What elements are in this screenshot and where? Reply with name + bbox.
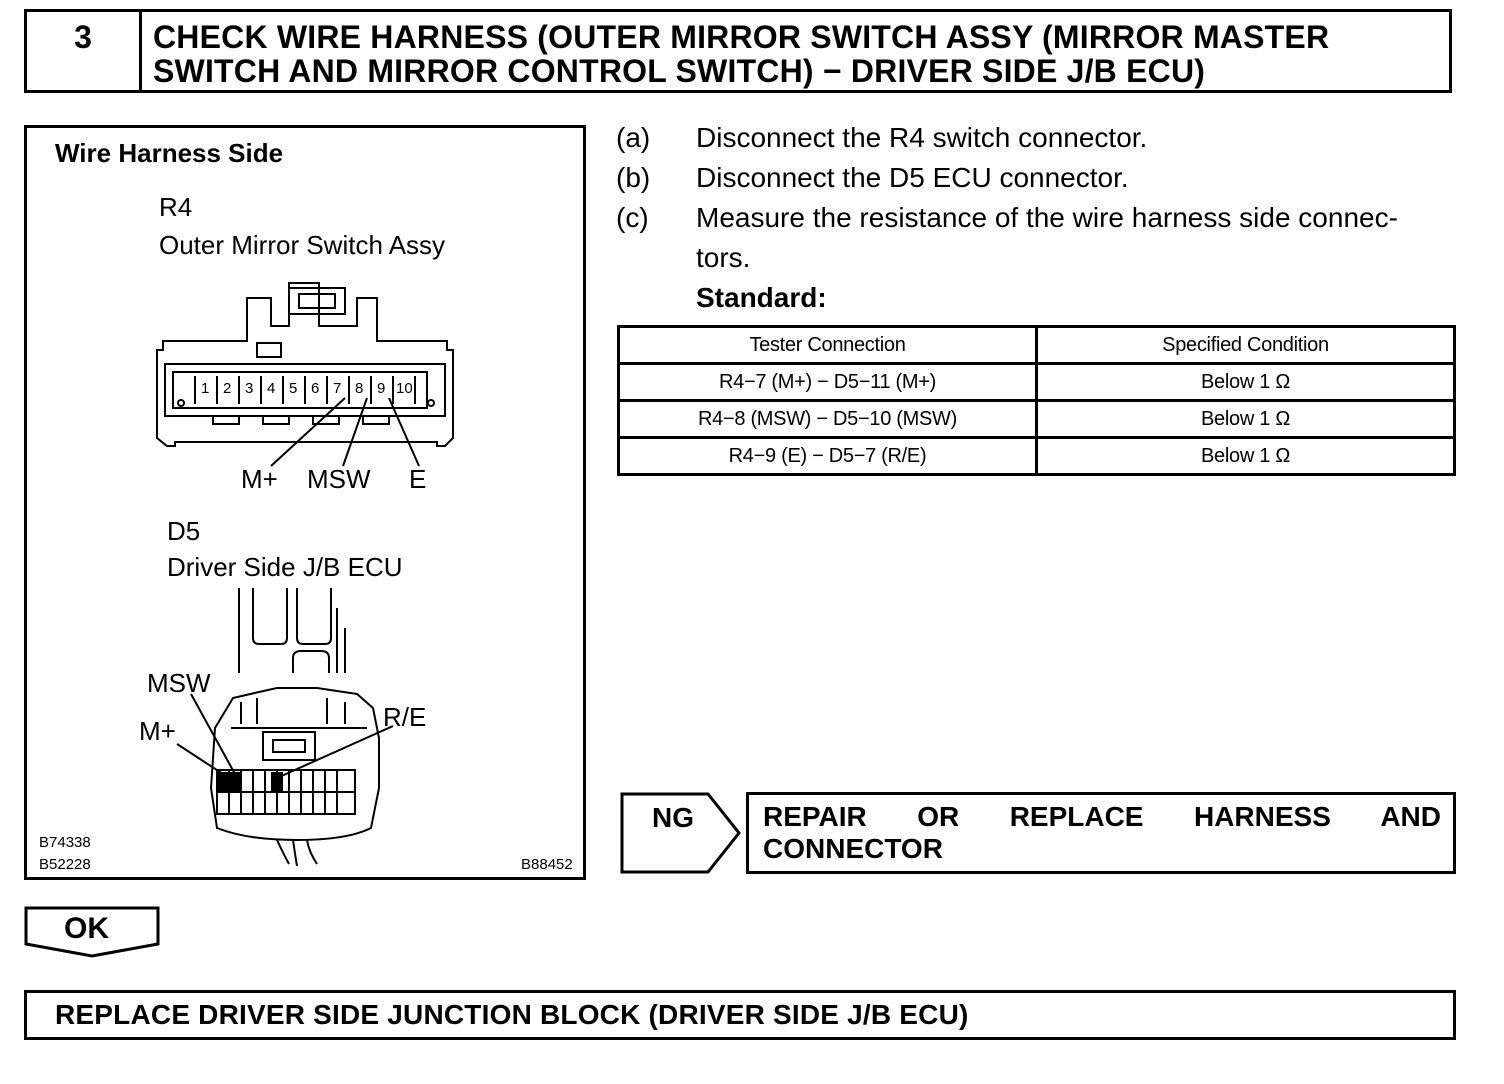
instruction-c-letter: (c) xyxy=(616,202,649,233)
d5-leader-m-plus xyxy=(177,744,223,774)
step-title: CHECK WIRE HARNESS (OUTER MIRROR SWITCH ASSY (MIRROR MASTER SWITCH AND MIRROR CONTROL SWITCH) − DRIVER SIDE J/B ECU) xyxy=(153,19,1330,89)
r4-pin-5: 5 xyxy=(289,380,298,397)
instruction-a-text: Disconnect the R4 switch connector. xyxy=(696,122,1148,153)
resistance-table xyxy=(617,325,1456,476)
final-action-text: REPLACE DRIVER SIDE JUNCTION BLOCK (DRIVER SIDE J/B ECU) xyxy=(55,999,969,1030)
ng-action-text: REPAIR OR REPLACE HARNESS AND CONNECTOR xyxy=(763,801,1441,864)
d5-code: D5 xyxy=(167,516,201,546)
instruction-b-letter: (b) xyxy=(616,162,651,193)
instruction-c-text: Measure the resistance of the wire harness side connec- xyxy=(696,202,1398,233)
figure-code-bottom: B52228 xyxy=(39,856,91,873)
table-row xyxy=(619,438,1455,475)
ng-action-box xyxy=(746,792,1456,874)
r4-pin-8: 8 xyxy=(355,380,364,397)
table-cell: R4−8 (MSW) − D5−10 (MSW) xyxy=(619,401,1037,438)
d5-terminal-re xyxy=(271,772,283,792)
instruction-c-text-continued: tors. xyxy=(696,242,751,273)
d5-terminal-m-plus xyxy=(217,772,229,792)
r4-pin-9: 9 xyxy=(377,380,386,397)
r4-pin-7: 7 xyxy=(333,380,342,397)
d5-name: Driver Side J/B ECU xyxy=(167,552,403,582)
table-row xyxy=(619,401,1455,438)
table-row xyxy=(619,364,1455,401)
d5-label-re: R/E xyxy=(383,702,427,732)
table-cell: Below 1 Ω xyxy=(1037,438,1455,475)
r4-latch xyxy=(289,288,345,314)
table-header-row xyxy=(619,327,1455,364)
step-header xyxy=(24,9,1452,93)
ok-label: OK xyxy=(64,912,109,945)
d5-label-m-plus: M+ xyxy=(139,716,176,746)
ng-label: NG xyxy=(652,802,694,833)
step-number: 3 xyxy=(27,12,142,90)
r4-pin-3: 3 xyxy=(245,380,254,397)
figure-code-top: B74338 xyxy=(39,834,91,851)
d5-label-msw: MSW xyxy=(147,668,211,698)
r4-pin-6: 6 xyxy=(311,380,320,397)
r4-label-e: E xyxy=(409,464,427,494)
table-header-tester-connection: Tester Connection xyxy=(619,327,1037,364)
table-header-specified-condition: Specified Condition xyxy=(1037,327,1455,364)
d5-terminal-msw xyxy=(229,772,241,792)
standard-label: Standard: xyxy=(696,282,827,313)
table-cell: Below 1 Ω xyxy=(1037,401,1455,438)
instruction-b-text: Disconnect the D5 ECU connector. xyxy=(696,162,1129,193)
wire-harness-figure xyxy=(24,125,586,880)
r4-label-m-plus: M+ xyxy=(241,464,278,494)
r4-label-msw: MSW xyxy=(307,464,371,494)
r4-pin-1: 1 xyxy=(201,380,210,397)
final-action-box xyxy=(24,990,1456,1040)
figure-code-right: B88452 xyxy=(521,856,573,873)
r4-pin-housing xyxy=(173,372,427,408)
r4-pin-4: 4 xyxy=(267,380,276,397)
table-cell: Below 1 Ω xyxy=(1037,364,1455,401)
r4-name: Outer Mirror Switch Assy xyxy=(159,230,446,260)
instruction-a-letter: (a) xyxy=(616,122,651,153)
d5-connector-outline xyxy=(211,688,379,840)
r4-pin-2: 2 xyxy=(223,380,232,397)
r4-code: R4 xyxy=(159,192,193,222)
table-cell: R4−7 (M+) − D5−11 (M+) xyxy=(619,364,1037,401)
r4-pin-10: 10 xyxy=(396,380,413,397)
figure-heading: Wire Harness Side xyxy=(55,138,284,168)
table-cell: R4−9 (E) − D5−7 (R/E) xyxy=(619,438,1037,475)
